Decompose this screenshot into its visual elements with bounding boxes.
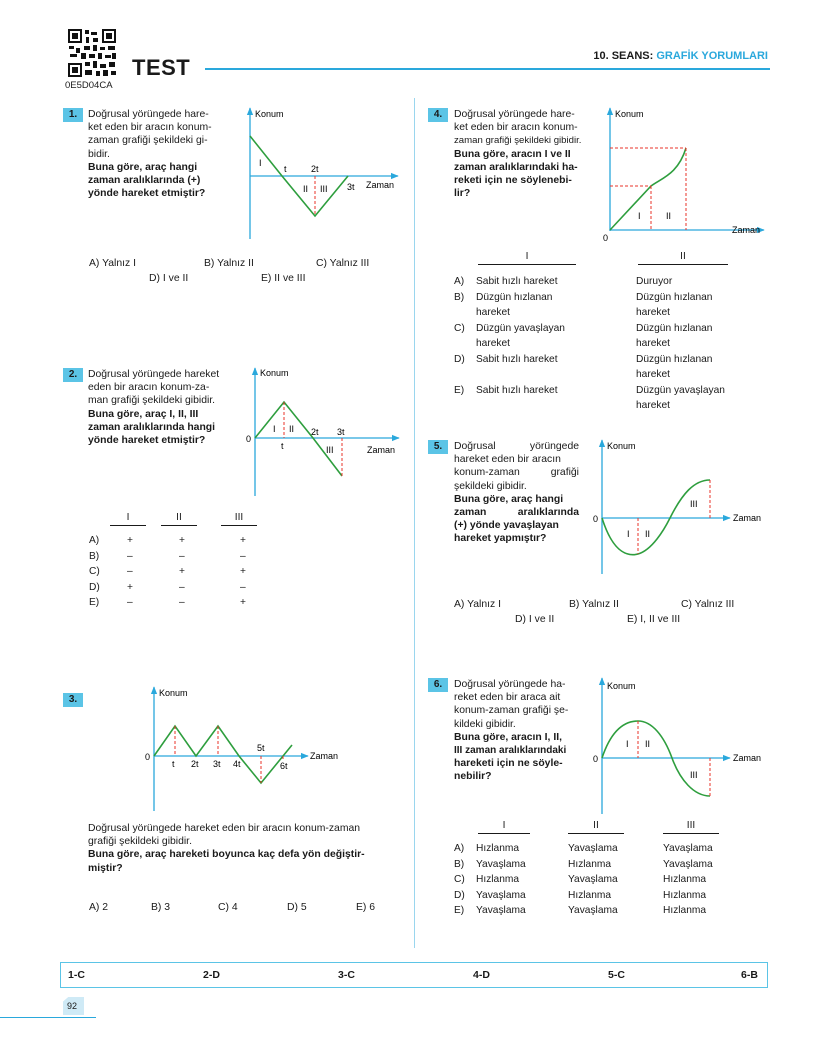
origin-label: 0 (145, 752, 151, 762)
tick-label: 3t (337, 427, 345, 437)
q5-option-e[interactable]: E) I, II ve III (627, 614, 681, 625)
region-label: I (638, 211, 641, 221)
region-label: I (259, 158, 262, 168)
q2-graph (243, 364, 403, 499)
q4-row-label: A) (454, 276, 465, 287)
q4-cell: Düzgün hızlanan (636, 322, 713, 334)
q4-col-header: I (478, 251, 576, 265)
q2-row-a[interactable] (89, 535, 246, 551)
q1-option-b[interactable]: B) Yalnız II (204, 258, 254, 269)
y-label: Konum (260, 368, 289, 378)
q6-row-label: C) (454, 874, 465, 885)
q1-bold-line: zaman aralıklarında (+) (88, 175, 201, 187)
q3-bold-line: miştir? (88, 862, 123, 874)
q2-row-label: D) (89, 581, 100, 593)
q1-line: ket eden bir aracın konum- (88, 122, 212, 134)
q3-curve (154, 726, 292, 783)
q2-cell: + (179, 566, 185, 577)
region-label: II (645, 739, 651, 749)
q3-option-d[interactable]: D) 5 (287, 902, 307, 913)
region-label: I (273, 424, 276, 434)
region-label: III (690, 770, 698, 780)
q4-cell: hareket (636, 369, 670, 380)
q4-bold-line: reketi için ne söylenebi- (454, 175, 572, 187)
q4-line: zaman grafiği şekildeki gibidir. (454, 135, 582, 147)
region-label: II (645, 529, 651, 539)
column-divider (414, 98, 415, 948)
q6-cell: Hızlanma (568, 889, 612, 901)
q5-line: şekildeki gibidir. (454, 480, 527, 492)
x-label: Zaman (733, 753, 762, 763)
q1-bold-line: yönde hareket etmiştir? (88, 188, 206, 200)
q2-col-header: III (221, 512, 257, 526)
q4-cell: Duruyor (636, 276, 673, 287)
answer-2: 2-D (203, 969, 220, 981)
tick-label: 4t (233, 759, 241, 769)
answer-5: 5-C (608, 969, 625, 981)
q6-options-table (454, 843, 713, 921)
q6-bold-line: hareketi için ne söyle- (454, 758, 563, 770)
q2-cell: + (127, 535, 133, 546)
q2-cell: – (127, 566, 133, 577)
q6-cell: Yavaşlama (663, 858, 713, 870)
q4-row-label: E) (454, 384, 465, 396)
q2-row-b[interactable] (89, 551, 246, 567)
region-label: I (627, 529, 630, 539)
origin-label: 0 (603, 233, 609, 242)
q5-bold-line: Buna göre, araç hangi (454, 493, 564, 505)
q5-option-a[interactable]: A) Yalnız I (454, 599, 501, 610)
q2-col-header: II (161, 512, 197, 526)
q6-line: kildeki gibidir. (454, 718, 516, 730)
q2-cell: + (240, 535, 246, 546)
tick-label: 5t (257, 743, 265, 753)
region-label: II (303, 184, 309, 194)
q4-cell: Düzgün yavaşlayan (476, 322, 565, 334)
q3-option-e[interactable]: E) 6 (356, 902, 376, 913)
q6-cell: Yavaşlama (568, 874, 618, 885)
q6-text (454, 678, 584, 784)
session-title (593, 50, 768, 62)
q3-line: Doğrusal yörüngede hareket eden bir aracın konum-zaman (88, 823, 361, 834)
q6-cell: Yavaşlama (568, 905, 618, 916)
q2-cell: – (240, 550, 246, 562)
q1-option-d[interactable]: D) I ve II (149, 273, 189, 284)
q6-cell: Yavaşlama (476, 858, 526, 870)
q6-row-a[interactable] (454, 843, 713, 859)
q4-cell: Düzgün yavaşlayan (636, 384, 725, 396)
q2-cell: – (179, 597, 185, 608)
answer-6: 6-B (741, 969, 758, 981)
q4-bold-line: zaman aralıklarındaki ha- (454, 161, 578, 173)
region-label: II (289, 424, 295, 434)
q4-cell: Düzgün hızlanan (636, 291, 713, 303)
q2-row-label: A) (89, 535, 100, 546)
q2-row-c[interactable] (89, 566, 246, 582)
q6-cell: Hızlanma (476, 843, 520, 854)
origin-label: 0 (593, 514, 599, 524)
region-label: II (666, 211, 672, 221)
q3-graph (142, 685, 342, 813)
q6-bold-line: Buna göre, aracın I, II, (454, 731, 562, 743)
q1-line: zaman grafiği şekildeki gi- (88, 135, 208, 147)
q4-row-c[interactable] (454, 321, 725, 352)
q1-text (88, 108, 238, 200)
q2-col-header: I (110, 512, 146, 526)
q5-option-d[interactable]: D) I ve II (515, 614, 555, 625)
q2-text (88, 368, 243, 447)
origin-label: 0 (593, 754, 599, 764)
q4-line: ket eden bir aracın konum- (454, 122, 578, 134)
q6-line: reket eden bir araca ait (454, 692, 561, 704)
q4-cell: Düzgün hızlanan (636, 353, 713, 365)
q4-bold-line: Buna göre, aracın I ve II (454, 148, 571, 160)
q6-cell: Yavaşlama (476, 889, 526, 901)
q2-line: eden bir aracın konum-za- (88, 382, 210, 394)
y-label: Konum (159, 688, 188, 698)
q2-cell: + (127, 581, 133, 593)
q6-cell: Hızlanma (663, 889, 707, 901)
q2-bold-line: zaman aralıklarında hangi (88, 421, 216, 433)
q6-row-d[interactable] (454, 890, 713, 906)
q1-line: Doğrusal yörüngede hare- (88, 109, 209, 120)
q5-graph (590, 438, 770, 576)
q1-option-c[interactable]: C) Yalnız III (316, 258, 370, 269)
tick-label: 3t (213, 759, 221, 769)
y-label: Konum (607, 681, 636, 691)
q2-cell: – (179, 550, 185, 562)
q2-cell: + (179, 535, 185, 546)
q4-row-e[interactable] (454, 383, 725, 414)
q4-cell: hareket (636, 338, 670, 349)
q2-number: 2. (63, 368, 83, 382)
q6-row-label: D) (454, 889, 465, 901)
q3-number: 3. (63, 693, 83, 707)
qr-code (67, 28, 117, 78)
tick-label: 6t (280, 761, 288, 771)
q5-bold-line: hareket yapmıştır? (454, 533, 547, 545)
tick-label: 2t (191, 759, 199, 769)
q2-line: man grafiği şekildeki gibidir. (88, 395, 216, 407)
q4-col-header: II (638, 251, 728, 265)
q2-cell: + (240, 597, 246, 608)
q2-row-label: B) (89, 550, 100, 562)
q4-row-label: D) (454, 353, 465, 365)
q2-options-table (89, 535, 246, 613)
q6-row-label: A) (454, 843, 465, 854)
q4-cell: hareket (476, 307, 510, 318)
q4-cell: hareket (636, 400, 670, 411)
x-label: Zaman (732, 225, 761, 235)
header-rule (205, 68, 770, 70)
q6-graph (590, 676, 770, 816)
tick-label: 3t (347, 182, 355, 192)
tick-label: 2t (311, 427, 319, 437)
q4-row-label: C) (454, 322, 465, 334)
q1-graph (240, 106, 402, 242)
q2-cell: – (127, 597, 133, 608)
q6-row-e[interactable] (454, 905, 713, 921)
tick-label: t (172, 759, 175, 769)
q1-line: bidir. (88, 148, 110, 160)
q2-cell: + (240, 566, 246, 577)
q2-row-e[interactable] (89, 597, 246, 613)
q6-col-header: III (663, 820, 719, 834)
q4-curve (610, 148, 686, 230)
q2-line: Doğrusal yörüngede hareket (88, 369, 220, 380)
q4-row-label: B) (454, 291, 465, 303)
y-label: Konum (615, 109, 644, 119)
origin-label: 0 (246, 434, 252, 444)
session-prefix: 10. SEANS: (593, 50, 654, 62)
q4-graph (598, 106, 768, 242)
q6-row-c[interactable] (454, 874, 713, 890)
q5-line: konum-zaman grafiği (454, 467, 579, 479)
q2-cell: – (179, 581, 185, 593)
q2-row-label: C) (89, 566, 100, 577)
x-label: Zaman (366, 180, 395, 190)
x-label: Zaman (733, 513, 762, 523)
q4-cell: Düzgün hızlanan (476, 291, 553, 303)
q5-number: 5. (428, 440, 448, 454)
q6-cell: Hızlanma (663, 905, 707, 916)
q2-row-label: E) (89, 597, 100, 608)
q1-number: 1. (63, 108, 83, 122)
q3-option-b[interactable]: B) 3 (151, 902, 171, 913)
region-label: I (626, 739, 629, 749)
q6-row-label: E) (454, 905, 465, 916)
q5-bold-line: (+) yönde yavaşlayan (454, 520, 559, 532)
q4-cell: Sabit hızlı hareket (476, 384, 558, 396)
q4-cell: hareket (636, 307, 670, 318)
answer-3: 3-C (338, 969, 355, 981)
q6-col-header: I (478, 820, 530, 834)
q4-row-d[interactable] (454, 352, 725, 383)
q2-curve (255, 402, 342, 476)
q6-row-label: B) (454, 858, 465, 870)
test-label: TEST (132, 55, 191, 80)
q6-number: 6. (428, 678, 448, 692)
q1-bold-line: Buna göre, araç hangi (88, 161, 198, 173)
tick-label: t (284, 164, 287, 174)
q6-line: Doğrusal yörüngede ha- (454, 679, 566, 690)
q6-cell: Yavaşlama (476, 905, 526, 916)
q4-cell: Sabit hızlı hareket (476, 353, 558, 365)
q6-cell: Yavaşlama (568, 843, 618, 854)
x-label: Zaman (367, 445, 396, 455)
q6-cell: Hızlanma (476, 874, 520, 885)
q4-row-b[interactable] (454, 290, 725, 321)
page-number: 92 (67, 1001, 78, 1011)
q1-option-e[interactable]: E) II ve III (261, 273, 306, 284)
q2-cell: – (240, 581, 246, 593)
q3-option-c[interactable]: C) 4 (218, 902, 238, 913)
q6-bold-line: nebilir? (454, 771, 492, 783)
q5-line: Doğrusal yörüngede (454, 441, 579, 452)
region-label: III (326, 445, 334, 455)
q4-bold-line: lir? (454, 188, 471, 200)
answer-4: 4-D (473, 969, 490, 981)
q6-bold-line: III zaman aralıklarındaki (454, 745, 567, 757)
q6-cell: Yavaşlama (663, 843, 713, 854)
q4-line: Doğrusal yörüngede hare- (454, 109, 575, 120)
q2-row-d[interactable] (89, 582, 246, 598)
page-footer-rule (0, 1017, 96, 1018)
qr-code-label: 0E5D04CA (65, 80, 113, 91)
q5-curve (602, 480, 710, 555)
q2-bold-line: Buna göre, araç I, II, III (88, 408, 199, 420)
q3-option-a[interactable]: A) 2 (89, 902, 109, 913)
q6-col-header: II (568, 820, 624, 834)
q4-number: 4. (428, 108, 448, 122)
q6-cell: Hızlanma (568, 858, 612, 870)
q3-bold-line: Buna göre, araç hareketi boyunca kaç defa yön değiştir- (88, 849, 365, 861)
y-label: Konum (255, 109, 284, 119)
q3-line: grafiği şekildeki gibidir. (88, 836, 192, 848)
q2-bold-line: yönde hareket etmiştir? (88, 435, 206, 447)
q5-bold-line: zaman aralıklarında (454, 507, 579, 519)
q4-text (454, 108, 604, 200)
y-label: Konum (607, 441, 636, 451)
q4-cell: hareket (476, 338, 510, 349)
q5-text (454, 440, 579, 546)
tick-label: 2t (311, 164, 319, 174)
region-label: III (320, 184, 328, 194)
answer-1: 1-C (68, 969, 85, 981)
q3-text (88, 822, 408, 875)
session-name: GRAFİK YORUMLARI (656, 50, 768, 62)
q6-row-b[interactable] (454, 859, 713, 875)
answer-key-box (60, 962, 768, 988)
q5-option-c[interactable]: C) Yalnız III (681, 599, 735, 610)
x-label: Zaman (310, 751, 339, 761)
q5-option-b[interactable]: B) Yalnız II (569, 599, 619, 610)
q2-cell: – (127, 550, 133, 562)
q4-options-table (454, 274, 725, 414)
q6-cell: Hızlanma (663, 874, 707, 885)
q5-line: hareket eden bir aracın (454, 454, 561, 466)
q1-option-a[interactable]: A) Yalnız I (89, 258, 136, 269)
tick-label: t (281, 441, 284, 451)
q4-cell: Sabit hızlı hareket (476, 276, 558, 287)
q6-line: konum-zaman grafiği şe- (454, 705, 569, 717)
q4-row-a[interactable] (454, 274, 725, 290)
region-label: III (690, 499, 698, 509)
